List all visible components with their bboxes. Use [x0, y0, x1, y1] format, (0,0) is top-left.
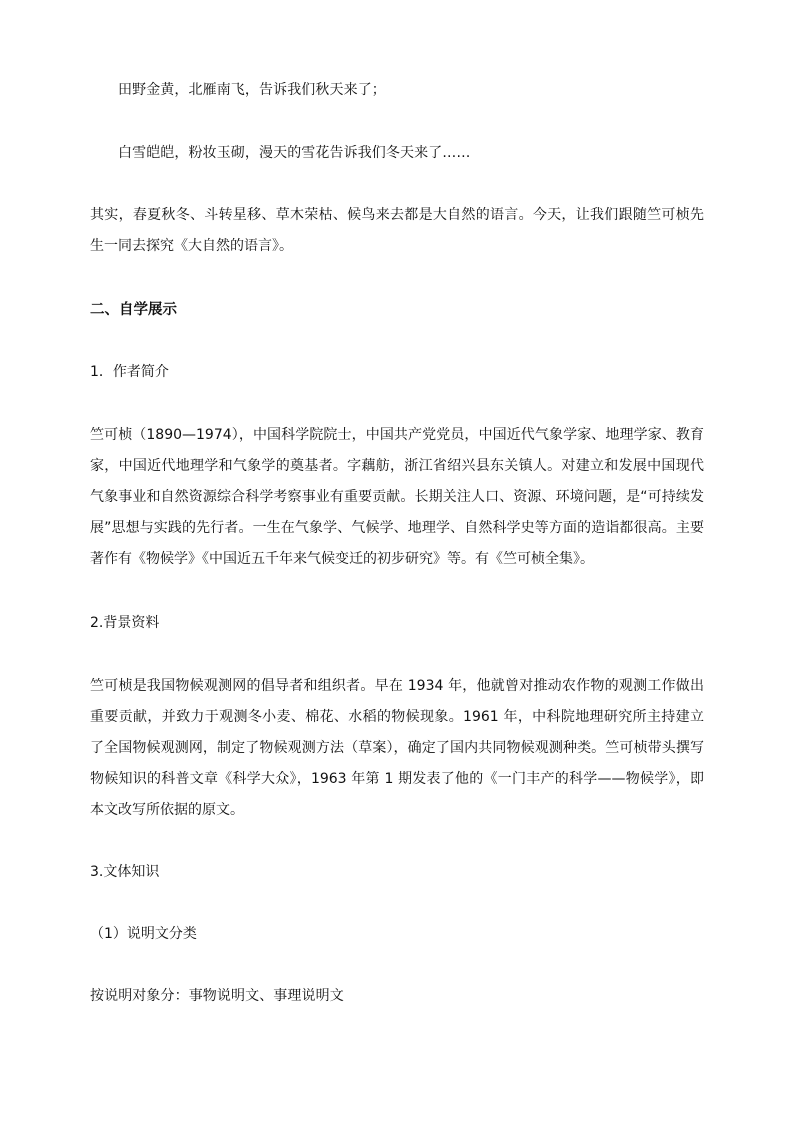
author-paragraph: 竺可桢（1890—1974），中国科学院院士，中国共产党党员，中国近代气象学家、地理学家、教育家，中国近代地理学和气象学的奠基者。字藕舫，浙江省绍兴县东关镇人。对建立和发展中国现代气象事业和自然资源综合科学考察事业有重要贡献。长期关注人口、资源、环境问题，是“可持续发展”思想与实践的先行者。一生在气象学、气候学、地理学、自然科学史等方面的造诣都很高。主要著作有《物候学》《中国近五千年来气候变迁的初步研究》等。有《竺可桢全集》。: [90, 427, 704, 567]
winter-line: 白雪皑皑，粉妆玉砌，漫天的雪花告诉我们冬天来了……: [118, 145, 471, 161]
autumn-line: 田野金黄，北雁南飞，告诉我们秋天来了；: [118, 82, 386, 98]
background-heading: 2.背景资料: [90, 615, 160, 631]
genre-subheading: （1）说明文分类: [90, 926, 197, 942]
author-heading: 1．作者简介: [90, 364, 169, 380]
genre-classification-line: 按说明对象分：事物说明文、事理说明文: [90, 988, 344, 1004]
section-title: 二、自学展示: [90, 302, 177, 318]
genre-heading: 3.文体知识: [90, 864, 160, 880]
intro-summary-paragraph: 其实，春夏秋冬、斗转星移、草木荣枯、候鸟来去都是大自然的语言。今天，让我们跟随竺可桢先生一同去探究《大自然的语言》。: [90, 207, 704, 254]
background-paragraph: 竺可桢是我国物候观测网的倡导者和组织者。早在 1934 年，他就曾对推动农作物的观测工作做出重要贡献，并致力于观测冬小麦、棉花、水稻的物候现象。1961 年，中科院地理研究所主持建立了全国物候观测网，制定了物候观测方法（草案），确定了国内共同物候观测种类。竺可桢带头撰写物候知识的科普文章《科学大众》，1963 年第 1 期发表了他的《一门丰产的科学——物候学》，即本文改写所依据的原文。: [90, 678, 704, 818]
